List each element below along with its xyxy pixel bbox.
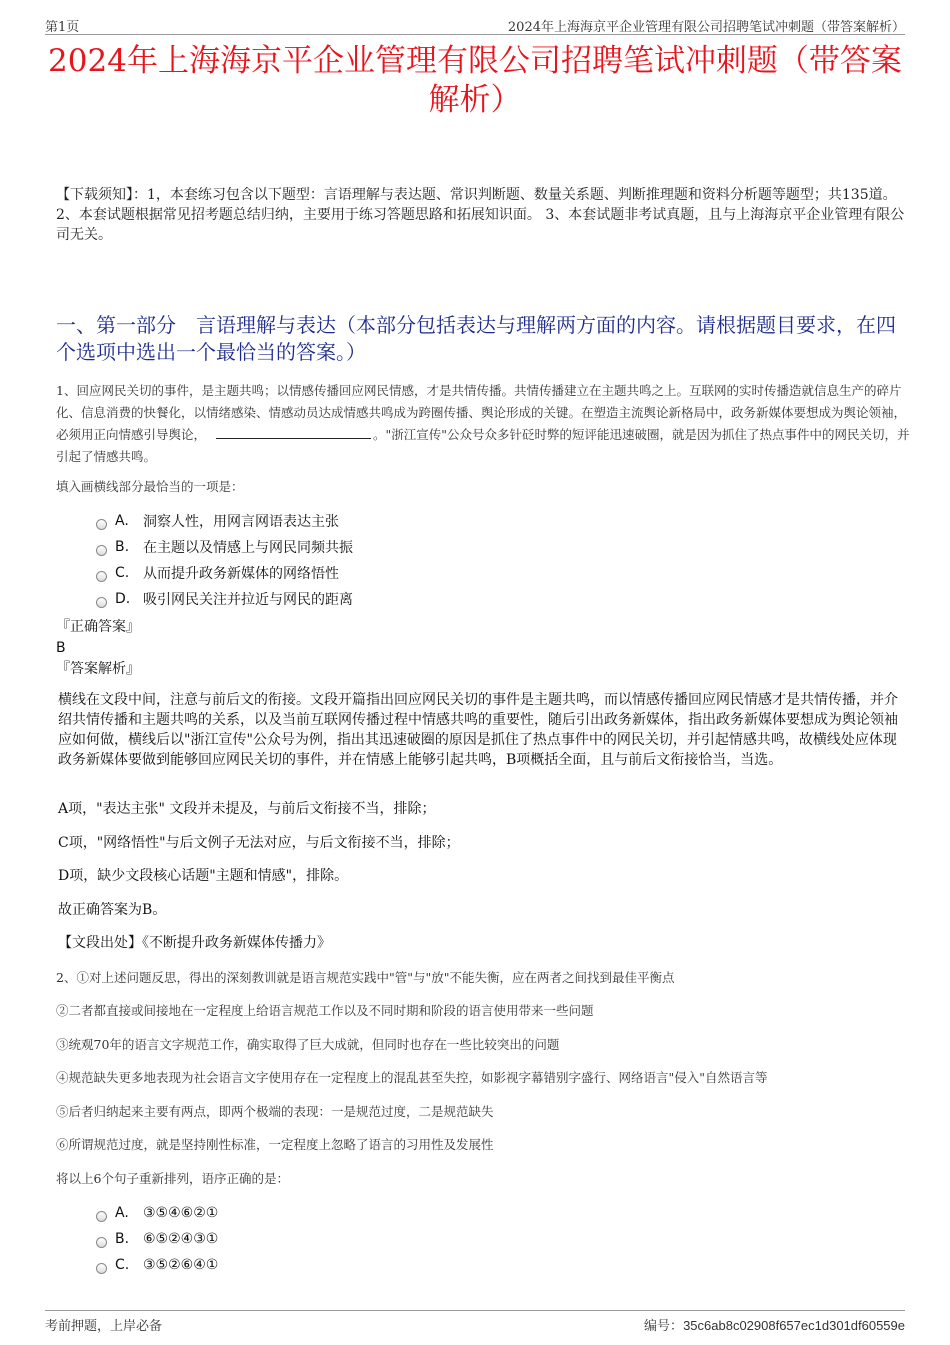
source-citation: 【文段出处】《不断提升政务新媒体传播力》 <box>58 935 331 951</box>
question-2-prompt: 将以上6个句子重新排列，语序正确的是： <box>56 1171 289 1186</box>
radio-icon[interactable] <box>96 1237 107 1248</box>
conclusion: 故正确答案为B。 <box>58 902 167 918</box>
elimination-d: D项，缺少文段核心话题"主题和情感"，排除。 <box>58 868 349 884</box>
code-label: 编号： <box>644 1319 684 1334</box>
fill-blank <box>216 426 371 439</box>
option-text: 吸引网民关注并拉近与网民的距离 <box>143 592 353 608</box>
radio-icon[interactable] <box>96 519 107 530</box>
footer-code <box>644 1315 905 1334</box>
analysis-text: 横线在文段中间，注意与前后文的衔接。文段开篇指出回应网民关切的事件是主题共鸣，而以情感传播回应网民情感才是共情传播，并介绍共情传播和主题共鸣的关系，以及当前互联网传播过程中情感共鸣的重要性，随后引出政务新媒体，指出政务新媒体要想成为舆论领袖应如何做，横线后以"浙江宣传"公众号为例，指出其迅速破圈的原因是抓住了热点事件中的网民关切，并引起情感共鸣，故横线处应体现政务新媒体要做到能够回应网民关切的事件，并在情感上能够引起共鸣，B项概括全面，且与前后文衔接恰当，当选。 <box>58 692 898 768</box>
document-title: 2024年上海海京平企业管理有限公司招聘笔试冲刺题（带答案解析） <box>48 43 902 118</box>
radio-icon[interactable] <box>96 1263 107 1274</box>
option-d[interactable] <box>96 586 353 612</box>
option-text: 洞察人性，用网言网语表达主张 <box>143 514 339 530</box>
radio-icon[interactable] <box>96 545 107 556</box>
question-1-stem <box>56 380 910 468</box>
question-2-options <box>96 1200 218 1278</box>
question-2-line-5: ⑤后者归纳起来主要有两点，即两个极端的表现：一是规范过度，二是规范缺失 <box>56 1104 494 1119</box>
download-notice: 【下载须知】：1，本套练习包含以下题型：言语理解与表达题、常识判断题、数量关系题、判断推理题和资料分析题等题型；共135道。 2、本套试题根据常见招考题总结归纳，主要用于练习答题思路和拓展知识面。 3、本套试题非考试真题，且与上海海京平企业管理有限公司无关。 <box>56 187 905 243</box>
elimination-c: C项，"网络悟性"与后文例子无法对应，与后文衔接不当，排除； <box>58 835 460 851</box>
option-letter: C. <box>115 1257 130 1273</box>
option-letter: C. <box>115 565 130 581</box>
option-letter: B. <box>115 539 130 555</box>
option-c[interactable] <box>96 1252 218 1278</box>
option-a[interactable] <box>96 508 353 534</box>
radio-icon[interactable] <box>96 571 107 582</box>
page-header <box>45 14 905 35</box>
footer-slogan: 考前押题，上岸必备 <box>45 1319 163 1334</box>
radio-icon[interactable] <box>96 1211 107 1222</box>
option-c[interactable] <box>96 560 353 586</box>
option-text: 从而提升政务新媒体的网络悟性 <box>143 566 339 582</box>
stem-before-blank: 1、回应网民关切的事件，是主题共鸣；以情感传播回应网民情感，才是共情传播。共情传播建立在主题共鸣之上。互联网的实时传播造就信息生产的碎片化、信息消费的快餐化，以情绪感染、情感动员达成情感共鸣成为跨圈传播、舆论形成的关键。在塑造主流舆论新格局中，政务新媒体要想成为舆论领袖，必须用正向情感引导舆论， <box>56 383 907 442</box>
question-2-line-4: ④规范缺失更多地表现为社会语言文字使用存在一定程度上的混乱甚至失控，如影视字幕错别字盛行、网络语言"侵入"自然语言等 <box>56 1070 768 1085</box>
question-2-line-1: 2、①对上述问题反思，得出的深刻教训就是语言规范实践中"管"与"放"不能失衡，应在两者之间找到最佳平衡点 <box>56 970 675 985</box>
page-number: 第1页 <box>45 20 80 35</box>
option-letter: A. <box>115 1205 129 1221</box>
question-1-options <box>96 508 353 612</box>
option-text: ③⑤②⑥④① <box>143 1257 219 1273</box>
question-2-line-6: ⑥所谓规范过度，就是坚持刚性标准，一定程度上忽略了语言的习用性及发展性 <box>56 1137 494 1152</box>
option-letter: D. <box>115 591 131 607</box>
correct-answer-label: 『正确答案』 <box>56 619 140 635</box>
page-footer <box>45 1310 905 1334</box>
stem-after-blank: 。"浙江宣传"公众号众多针砭时弊的短评能迅速破圈，就是因为抓住了热点事件中的网民关切，并引起了情感共鸣。 <box>56 427 910 464</box>
option-text: ③⑤④⑥②① <box>143 1205 219 1221</box>
header-doc-title: 2024年上海海京平企业管理有限公司招聘笔试冲刺题（带答案解析） <box>507 20 905 35</box>
code-value: 35c6ab8c02908f657ec1d301df60559e <box>683 1318 905 1333</box>
section-heading: 一、第一部分 言语理解与表达（本部分包括表达与理解两方面的内容。请根据题目要求，在四个选项中选出一个最恰当的答案。） <box>56 313 896 364</box>
option-letter: A. <box>115 513 129 529</box>
option-b[interactable] <box>96 534 353 560</box>
radio-icon[interactable] <box>96 597 107 608</box>
option-a[interactable] <box>96 1200 218 1226</box>
option-b[interactable] <box>96 1226 218 1252</box>
option-letter: B. <box>115 1231 130 1247</box>
question-2-line-2: ②二者都直接或间接地在一定程度上给语言规范工作以及不同时期和阶段的语言使用带来一些问题 <box>56 1003 594 1018</box>
correct-answer-value: B <box>56 640 66 656</box>
question-2-line-3: ③统观70年的语言文字规范工作，确实取得了巨大成就，但同时也存在一些比较突出的问题 <box>56 1037 560 1052</box>
answer-block <box>56 617 140 680</box>
option-text: ⑥⑤②④③① <box>143 1231 219 1247</box>
analysis-label: 『答案解析』 <box>56 661 140 677</box>
elimination-a: A项，"表达主张" 文段并未提及，与前后文衔接不当，排除； <box>58 801 436 817</box>
question-1-prompt: 填入画横线部分最恰当的一项是： <box>56 479 244 494</box>
option-text: 在主题以及情感上与网民同频共振 <box>143 540 353 556</box>
